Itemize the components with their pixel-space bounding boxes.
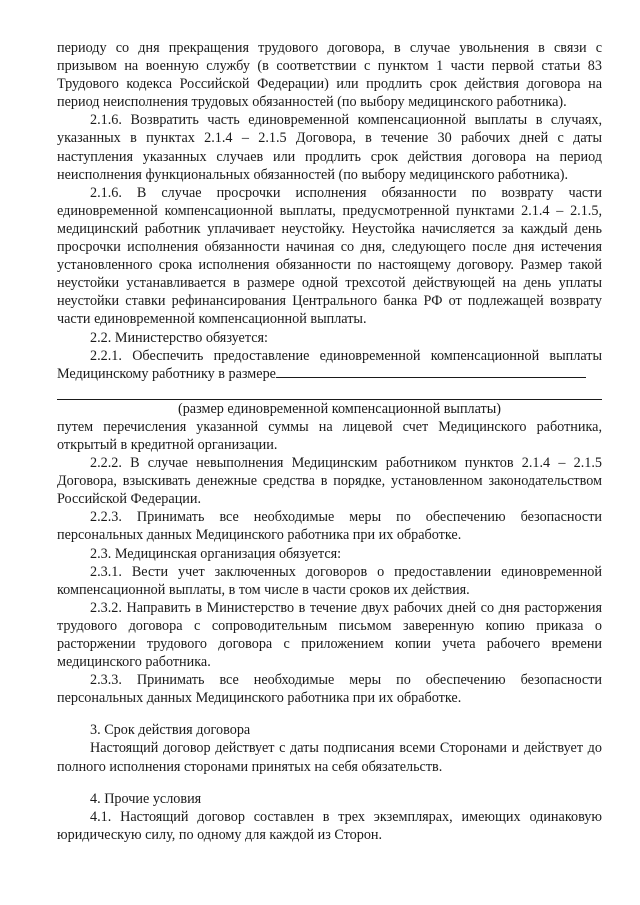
paragraph-termination-period: периоду со дня прекращения трудового договора, в случае увольнения в связи с призывом на военную службу (в соответствии с пунктом 1 части первой статьи 83 Трудового кодекса Российской Федерации) или продлить срок действия договора на период неисполнения трудовых обязанностей (по выбору медицинского работника). xyxy=(57,40,602,111)
section-4-text: 4.1. Настоящий договор составлен в трех экземплярах, имеющих одинаковую юридическую силу, по одному для каждой из Сторон. xyxy=(57,808,602,843)
section-3-text: Настоящий договор действует с даты подписания всеми Сторонами и действует до полного исполнения сторонами принятых на себя обязательств. xyxy=(57,740,602,775)
paragraph-2-3-2: 2.3.2. Направить в Министерство в течение двух рабочих дней со дня расторжения трудового договора с сопроводительным письмом заверенную копию приказа о расторжении трудового договора с приложением копии учета рабочего времени медицинского работника. xyxy=(57,599,602,671)
paragraph-2-1-6-refund: 2.1.6. Возвратить часть единовременной компенсационной выплаты в случаях, указанных в пунктах 2.1.4 – 2.1.5 Договора, в течение 30 рабочих дней с даты наступления указанных случаев или продлить срок действия договора на период неисполнения функциональных обязанностей (по выбору медицинского работника). xyxy=(57,112,602,183)
paragraph-2-2-3: 2.2.3. Принимать все необходимые меры по обеспечению безопасности персональных данных Медицинского работника при их обработке. xyxy=(57,509,602,544)
paragraph-2-2-2: 2.2.2. В случае невыполнения Медицинским работником пунктов 2.1.4 – 2.1.5 Договора, взыскивать денежные средства в порядке, установленном законодательством Российской Федерации. xyxy=(57,455,602,508)
section-3-heading: 3. Срок действия договора xyxy=(90,722,251,739)
paragraph-2-3-heading: 2.3. Медицинская организация обязуется: xyxy=(90,545,342,562)
amount-blank-field[interactable] xyxy=(276,365,586,378)
paragraph-2-2-1-continuation: путем перечисления указанной суммы на лицевой счет Медицинского работника, открытый в кредитной организации. xyxy=(57,418,602,453)
section-4-heading: 4. Прочие условия xyxy=(90,790,202,807)
document-page xyxy=(57,39,602,844)
amount-blank-line[interactable] xyxy=(57,385,602,400)
paragraph-2-2-heading: 2.2. Министерство обязуется: xyxy=(90,329,268,346)
paragraph-2-2-1 xyxy=(57,347,602,383)
paragraph-2-2-1-text: 2.2.1. Обеспечить предоставление единовременной компенсационной выплаты Медицинскому работнику в размере xyxy=(57,347,602,382)
paragraph-2-3-3: 2.3.3. Принимать все необходимые меры по обеспечению безопасности персональных данных Медицинского работника при их обработке. xyxy=(57,672,602,707)
paragraph-2-3-1: 2.3.1. Вести учет заключенных договоров о предоставлении единовременной компенсационной выплаты, в том числе в части сроков их действия. xyxy=(57,563,602,598)
amount-caption: (размер единовременной компенсационной выплаты) xyxy=(177,400,502,417)
paragraph-2-1-6-penalty: 2.1.6. В случае просрочки исполнения обязанности по возврату части единовременной компенсационной выплаты, предусмотренной пунктами 2.1.4 – 2.1.5, медицинский работник уплачивает неустойку. Неустойка начисляется за каждый день просрочки исполнения обязанности начиная со дня, следующего после дня истечения установленного срока исполнения обязанности по настоящему договору. Размер такой неустойки устанавливается в размере одной трехсотой действующей на день уплаты неустойки ставки рефинансирования Центрального банка РФ от подлежащей возврату части единовременной компенсационной выплаты. xyxy=(57,184,602,328)
